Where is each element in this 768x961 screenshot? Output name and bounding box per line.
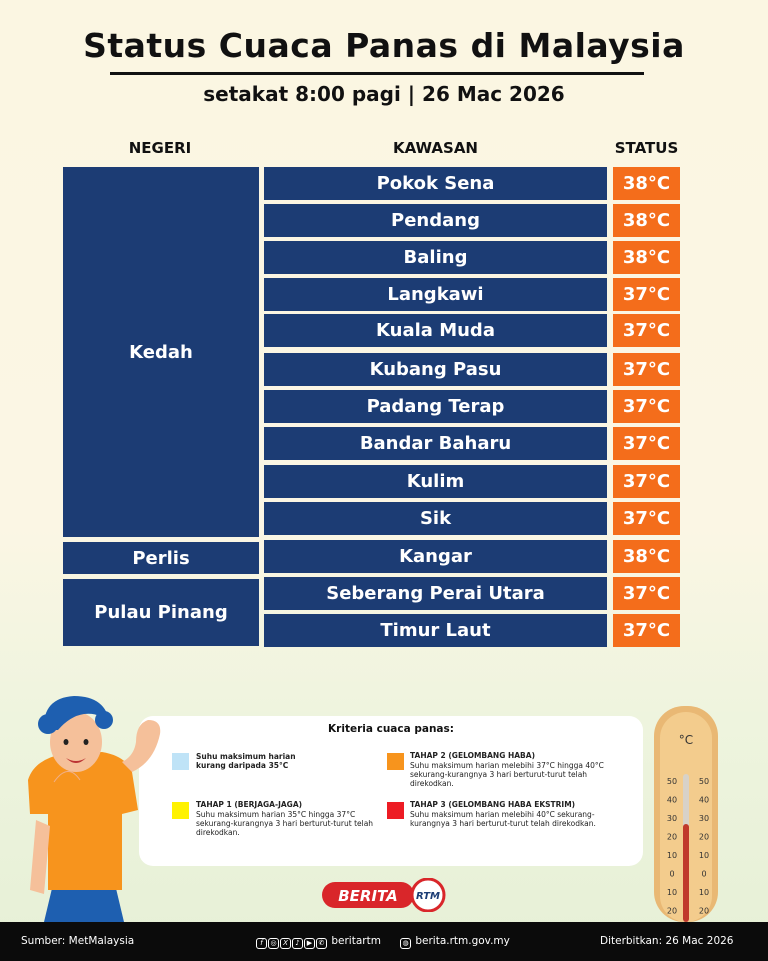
column-header-state: NEGERI [128, 139, 192, 157]
status-temperature-badge: 37°C [613, 353, 680, 386]
legend-swatch-level2 [387, 753, 404, 770]
status-temperature-badge: 37°C [613, 465, 680, 498]
area-cell: Pokok Sena [264, 167, 607, 200]
state-cell-perlis: Perlis [63, 542, 259, 574]
legend-level1-desc: Suhu maksimum harian 35°C hingga 37°C sekurang-kurangnya 3 hari berturut-turut telah direkodkan. [196, 810, 374, 837]
area-cell: Timur Laut [264, 614, 607, 647]
column-header-status: STATUS [614, 139, 679, 157]
area-cell: Bandar Baharu [264, 427, 607, 460]
footer-published: Diterbitkan: 26 Mac 2026 [600, 935, 734, 947]
tiktok-icon[interactable]: ♪ [292, 938, 303, 949]
title-underline [110, 72, 644, 75]
thermometer-tick-label: 20 [666, 906, 678, 916]
status-temperature-badge: 38°C [613, 241, 680, 274]
thermometer-tick-label: 10 [666, 888, 678, 897]
status-temperature-badge: 37°C [613, 390, 680, 423]
thermometer-tick-label: 30 [666, 814, 678, 823]
area-cell: Padang Terap [264, 390, 607, 423]
status-temperature-badge: 37°C [613, 614, 680, 647]
globe-icon: ◍ [400, 938, 411, 949]
thermometer-tick-label: 40 [698, 795, 710, 805]
state-cell-pulau-pinang: Pulau Pinang [63, 579, 259, 646]
whatsapp-icon[interactable]: ✆ [316, 938, 327, 949]
legend-normal-label: Suhu maksimum harian kurang daripada 35°C [196, 752, 296, 770]
status-temperature-badge: 38°C [613, 204, 680, 237]
area-cell: Pendang [264, 204, 607, 237]
thermometer-tick-label: 50 [666, 777, 678, 786]
area-cell: Kuala Muda [264, 314, 607, 347]
thermometer-tick-label: 40 [666, 795, 678, 805]
thermometer-tick-label: 10 [698, 851, 710, 860]
youtube-icon[interactable]: ▶ [304, 938, 315, 949]
status-temperature-badge: 37°C [613, 427, 680, 460]
footer-source: Sumber: MetMalaysia [21, 935, 135, 947]
thermometer-tick-label: 10 [698, 888, 710, 897]
legend-level1-title: TAHAP 1 (BERJAGA-JAGA) [196, 800, 303, 809]
area-cell: Kangar [264, 540, 607, 573]
legend-level2-desc: Suhu maksimum harian melebihi 37°C hingga 40°C sekurang-kurangnya 3 hari berturut-turut telah direkodkan. [410, 761, 604, 788]
footer-bar [0, 922, 768, 961]
berita-rtm-logo [320, 878, 450, 912]
thermometer-tick-label: 0 [701, 869, 707, 879]
thermometer-tick-label: 50 [698, 777, 710, 786]
facebook-icon[interactable]: f [256, 938, 267, 949]
footer-website[interactable]: berita.rtm.gov.my [415, 935, 510, 947]
status-temperature-badge: 37°C [613, 502, 680, 535]
thermometer-tick-label: 20 [698, 832, 710, 842]
logo-text-berita: BERITA [338, 887, 398, 905]
footer-social-handle[interactable]: beritartm [331, 935, 381, 947]
area-cell: Langkawi [264, 278, 607, 311]
page-title: Status Cuaca Panas di Malaysia [83, 26, 685, 65]
hot-person-illustration [14, 690, 164, 922]
legend-title: Kriteria cuaca panas: [328, 723, 454, 735]
column-header-area: KAWASAN [392, 139, 478, 157]
status-temperature-badge: 37°C [613, 314, 680, 347]
page-subtitle: setakat 8:00 pagi | 26 Mac 2026 [203, 82, 565, 106]
thermometer-illustration [648, 704, 724, 922]
area-cell: Seberang Perai Utara [264, 577, 607, 610]
status-temperature-badge: 37°C [613, 577, 680, 610]
legend-swatch-level1 [172, 802, 189, 819]
logo-text-rtm: RTM [415, 891, 441, 902]
instagram-icon[interactable]: ◎ [268, 938, 279, 949]
x-icon[interactable]: X [280, 938, 291, 949]
area-cell: Kubang Pasu [264, 353, 607, 386]
thermometer-unit: °C [678, 733, 694, 747]
legend-level3-desc: Suhu maksimum harian melebihi 40°C sekurang-kurangnya 3 hari berturut-turut telah direkodkan. [410, 810, 596, 828]
legend-level2-title: TAHAP 2 (GELOMBANG HABA) [410, 751, 536, 760]
thermometer-tick-label: 30 [698, 814, 710, 823]
thermometer-tick-label: 20 [698, 906, 710, 916]
legend-swatch-normal [172, 753, 189, 770]
legend-level3-title: TAHAP 3 (GELOMBANG HABA EKSTRIM) [410, 800, 576, 809]
status-temperature-badge: 38°C [613, 540, 680, 573]
status-temperature-badge: 38°C [613, 167, 680, 200]
footer-website-wrap [400, 935, 510, 949]
thermometer-tick-label: 20 [666, 832, 678, 842]
footer-social [256, 935, 381, 949]
state-cell-kedah: Kedah [63, 167, 259, 537]
legend-swatch-level3 [387, 802, 404, 819]
area-cell: Baling [264, 241, 607, 274]
thermometer-tick-label: 10 [666, 851, 678, 860]
area-cell: Kulim [264, 465, 607, 498]
area-cell: Sik [264, 502, 607, 535]
legend-panel [139, 716, 643, 866]
thermometer-tick-label: 0 [669, 869, 675, 879]
status-temperature-badge: 37°C [613, 278, 680, 311]
